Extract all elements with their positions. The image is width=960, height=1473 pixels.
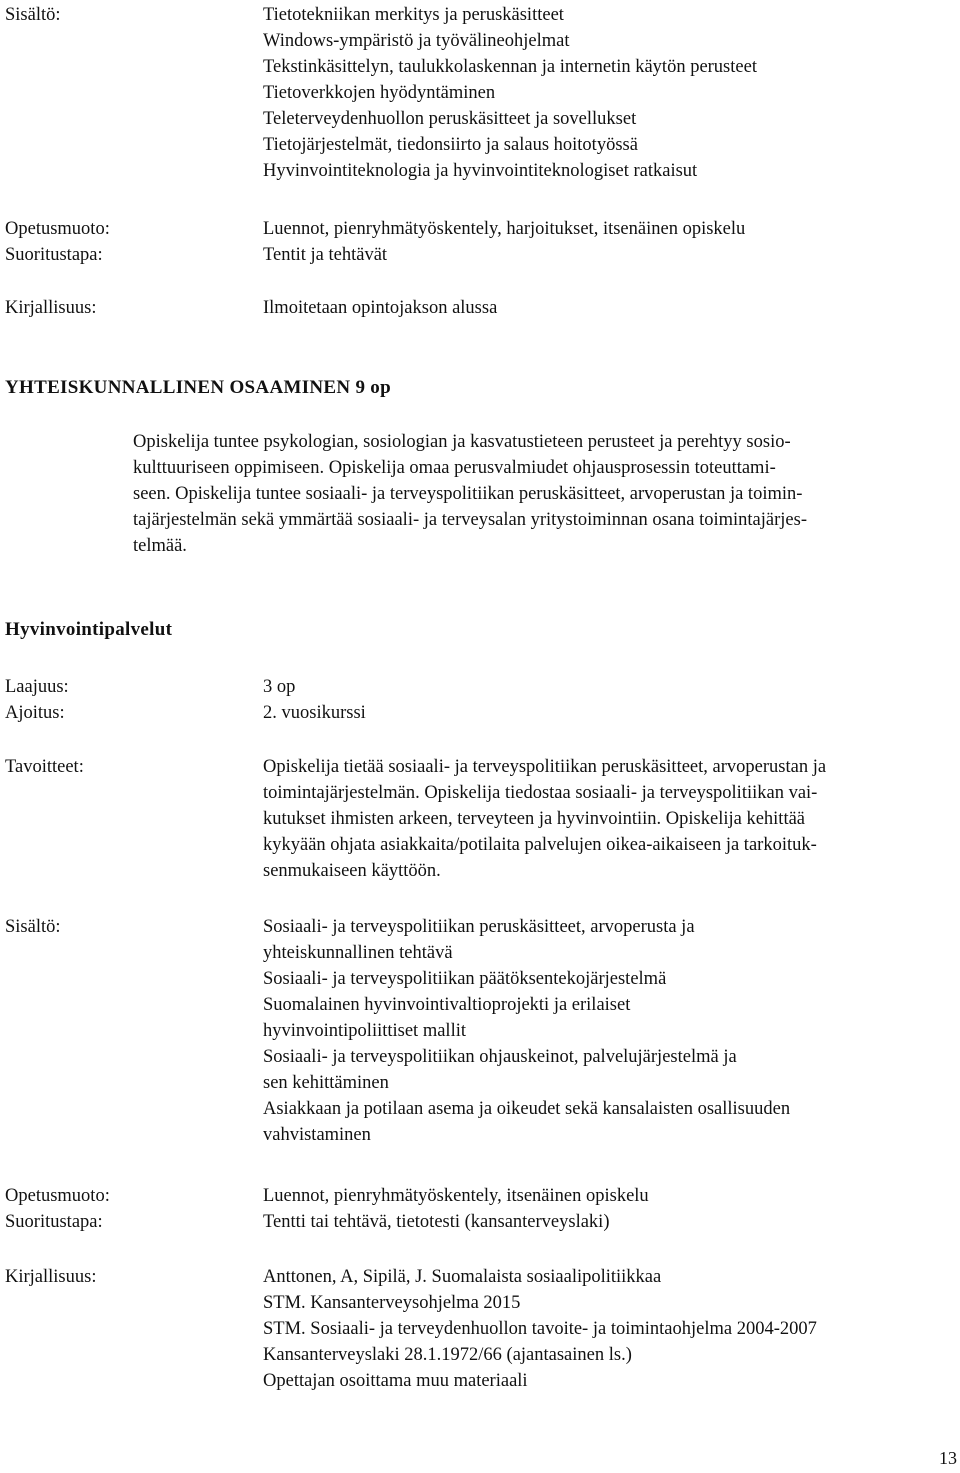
sisalto-line: Sosiaali- ja terveyspolitiikan päätöksentekojärjestelmä xyxy=(263,969,667,989)
tavoitteet-line: senmukaiseen käyttöön. xyxy=(263,861,441,881)
ajoitus-label: Ajoitus: xyxy=(5,703,65,723)
kirjallisuus-line: Opettajan osoittama muu materiaali xyxy=(263,1371,528,1391)
laajuus-label: Laajuus: xyxy=(5,677,69,697)
course-opetusmuoto-label: Opetusmuoto: xyxy=(5,1186,110,1206)
sisalto-line: yhteiskunnallinen tehtävä xyxy=(263,943,453,963)
kirjallisuus-label: Kirjallisuus: xyxy=(5,298,97,318)
paragraph-line: Opiskelija tuntee psykologian, sosiologian ja kasvatustieteen perusteet ja perehtyy sosio- xyxy=(133,432,791,452)
suoritustapa-text: Tentit ja tehtävät xyxy=(263,245,388,265)
sisalto-line: sen kehittäminen xyxy=(263,1073,389,1093)
sisalto-line: Sosiaali- ja terveyspolitiikan ohjauskeinot, palvelujärjestelmä ja xyxy=(263,1047,737,1067)
list-item: Windows-ympäristö ja työvälineohjelmat xyxy=(263,31,570,51)
suoritustapa-text: Tentti tai tehtävä, tietotesti (kansanterveyslaki) xyxy=(263,1212,610,1232)
laajuus-text: 3 op xyxy=(263,677,296,697)
kirjallisuus-value xyxy=(263,295,958,321)
sisalto-line: Suomalainen hyvinvointivaltioprojekti ja erilaiset xyxy=(263,995,631,1015)
laajuus-value xyxy=(263,674,958,700)
list-item: Teleterveydenhuollon peruskäsitteet ja sovellukset xyxy=(263,109,637,129)
tavoitteet-value xyxy=(263,754,958,884)
paragraph-line: kulttuuriseen oppimiseen. Opiskelija omaa perusvalmiudet ohjausprosessin toteuttami- xyxy=(133,458,776,478)
kirjallisuus-line: Anttonen, A, Sipilä, J. Suomalaista sosiaalipolitiikkaa xyxy=(263,1267,662,1287)
list-item: Tietojärjestelmät, tiedonsiirto ja salaus hoitotyössä xyxy=(263,135,638,155)
course-suoritustapa-label: Suoritustapa: xyxy=(5,1212,103,1232)
course-kirjallisuus-value xyxy=(263,1264,958,1394)
course-suoritustapa-value xyxy=(263,1209,958,1235)
kirjallisuus-line: STM. Kansanterveysohjelma 2015 xyxy=(263,1293,521,1313)
list-item: Hyvinvointiteknologia ja hyvinvointiteknologiset ratkaisut xyxy=(263,161,698,181)
sisalto-line: hyvinvointipoliittiset mallit xyxy=(263,1021,466,1041)
course-sisalto-value xyxy=(263,914,958,1148)
section-paragraph xyxy=(133,429,955,559)
kirjallisuus-line: STM. Sosiaali- ja terveydenhuollon tavoite- ja toimintaohjelma 2004-2007 xyxy=(263,1319,817,1339)
course-sisalto-label: Sisältö: xyxy=(5,917,61,937)
course-title: Hyvinvointipalvelut xyxy=(5,619,173,640)
sisalto-line: vahvistaminen xyxy=(263,1125,371,1145)
page-number: 13 xyxy=(939,1448,957,1468)
sisalto-line: Asiakkaan ja potilaan asema ja oikeudet sekä kansalaisten osallisuuden xyxy=(263,1099,791,1119)
kirjallisuus-line: Kansanterveyslaki 28.1.1972/66 (ajantasainen ls.) xyxy=(263,1345,632,1365)
ajoitus-text: 2. vuosikurssi xyxy=(263,703,366,723)
opetusmuoto-text: Luennot, pienryhmätyöskentely, harjoitukset, itsenäinen opiskelu xyxy=(263,219,746,239)
ajoitus-value xyxy=(263,700,958,726)
opetusmuoto-label: Opetusmuoto: xyxy=(5,219,110,239)
sisalto-line: Sosiaali- ja terveyspolitiikan peruskäsitteet, arvoperusta ja xyxy=(263,917,695,937)
paragraph-line: seen. Opiskelija tuntee sosiaali- ja terveyspolitiikan peruskäsitteet, arvoperustan ja toimin- xyxy=(133,484,803,504)
tavoitteet-line: toimintajärjestelmän. Opiskelija tiedostaa sosiaali- ja terveyspolitiikan vai- xyxy=(263,783,818,803)
opetusmuoto-value xyxy=(263,216,958,242)
sisalto-list xyxy=(263,2,958,184)
suoritustapa-label: Suoritustapa: xyxy=(5,245,103,265)
paragraph-line: tajärjestelmän sekä ymmärtää sosiaali- ja terveysalan yritystoiminnan osana toimintajärjes- xyxy=(133,510,807,530)
opetusmuoto-text: Luennot, pienryhmätyöskentely, itsenäinen opiskelu xyxy=(263,1186,649,1206)
list-item: Tietotekniikan merkitys ja peruskäsitteet xyxy=(263,5,564,25)
suoritustapa-value xyxy=(263,242,958,268)
tavoitteet-line: kutukset ihmisten arkeen, terveyteen ja hyvinvointiin. Opiskelija kehittää xyxy=(263,809,806,829)
sisalto-label: Sisältö: xyxy=(5,5,61,25)
course-opetusmuoto-value xyxy=(263,1183,958,1209)
tavoitteet-line: kykyään ohjata asiakkaita/potilaita palvelujen oikea-aikaiseen ja tarkoituk- xyxy=(263,835,817,855)
section-heading: YHTEISKUNNALLINEN OSAAMINEN 9 op xyxy=(5,377,391,398)
paragraph-line: telmää. xyxy=(133,536,187,556)
tavoitteet-line: Opiskelija tietää sosiaali- ja terveyspolitiikan peruskäsitteet, arvoperustan ja xyxy=(263,757,827,777)
course-kirjallisuus-label: Kirjallisuus: xyxy=(5,1267,97,1287)
list-item: Tietoverkkojen hyödyntäminen xyxy=(263,83,496,103)
list-item: Tekstinkäsittelyn, taulukkolaskennan ja internetin käytön perusteet xyxy=(263,57,757,77)
kirjallisuus-text: Ilmoitetaan opintojakson alussa xyxy=(263,298,498,318)
tavoitteet-label: Tavoitteet: xyxy=(5,757,84,777)
